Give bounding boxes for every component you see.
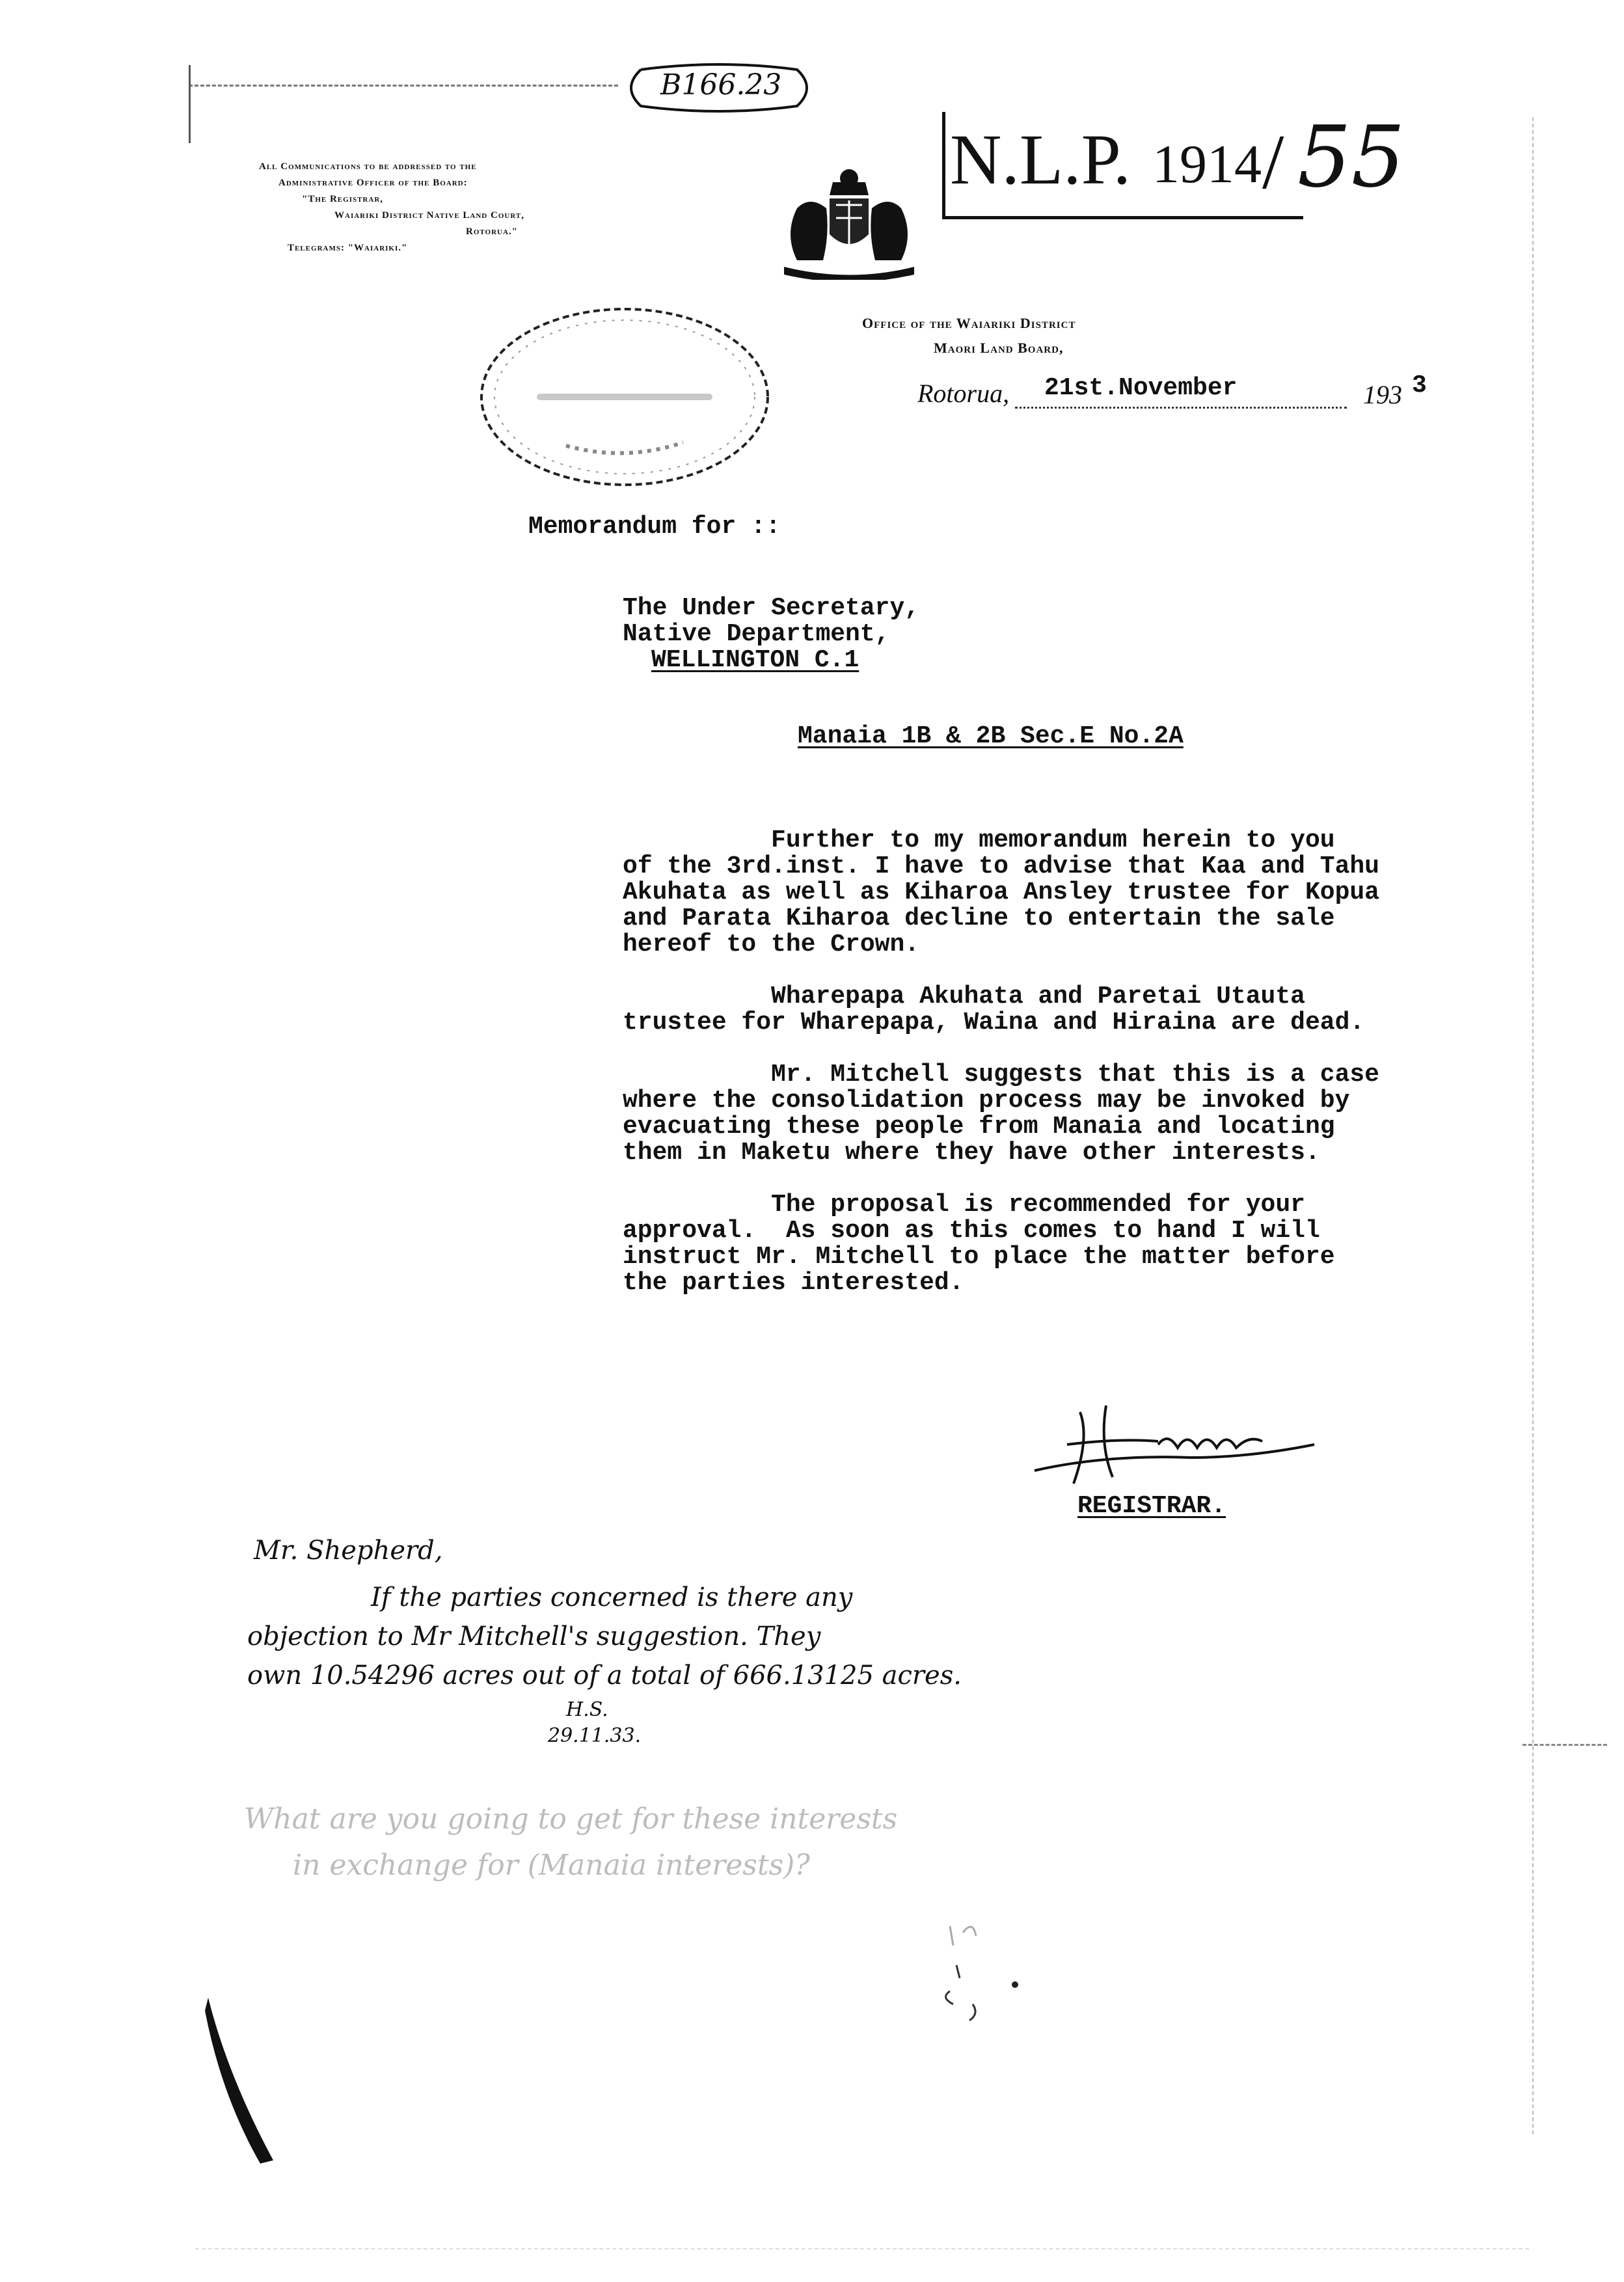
- paragraph-line: them in Maketu where they have other interests.: [623, 1139, 1320, 1167]
- paragraph-line: where the consolidation process may be invoked by: [623, 1087, 1350, 1115]
- top-rule: [189, 85, 618, 87]
- note-line: Mr. Shepherd,: [254, 1536, 443, 1566]
- letterhead-address: [259, 161, 636, 254]
- address-line: Administrative Officer of the Board:: [278, 178, 468, 188]
- telegrams-line: Telegrams: "Waiariki.": [288, 243, 408, 253]
- handwritten-note: [247, 1536, 1353, 1691]
- file-reference: [621, 62, 817, 114]
- paragraph-line: evacuating these people from Manaia and locating: [623, 1113, 1335, 1141]
- note-date: 29.11.33.: [548, 1724, 642, 1747]
- address-line: "The Registrar,: [302, 194, 384, 204]
- office-line-1: Office of the Waiariki District: [862, 315, 1076, 331]
- date-line: [917, 374, 1451, 413]
- paragraph-line: Wharepapa Akuhata and Paretai Utauta: [623, 983, 1305, 1011]
- paragraph-line: instruct Mr. Mitchell to place the matter before: [623, 1243, 1335, 1271]
- memo-heading: Memorandum for ::: [528, 513, 781, 541]
- signature-title: REGISTRAR.: [1077, 1492, 1226, 1520]
- subject-line: Manaia 1B & 2B Sec.E No.2A: [798, 722, 1184, 750]
- paragraph-line: Mr. Mitchell suggests that this is a case: [623, 1061, 1379, 1089]
- right-scan-edge: [1532, 117, 1534, 2134]
- pencil-marks: [937, 1907, 1028, 2024]
- nlp-slash: /: [1262, 118, 1284, 205]
- signature: [1028, 1392, 1327, 1497]
- pencil-line: What are you going to get for these interests: [244, 1802, 898, 1836]
- pencil-line: in exchange for (Manaia interests)?: [293, 1849, 810, 1882]
- pencil-note: [244, 1802, 1350, 1882]
- address-line: All Communications to be addressed to the: [259, 161, 477, 172]
- paragraph-line: of the 3rd.inst. I have to advise that Kaa and Tahu: [623, 852, 1379, 880]
- paragraph-line: The proposal is recommended for your: [623, 1191, 1305, 1219]
- file-reference-text: B166.23: [660, 68, 782, 102]
- paragraph: [623, 1192, 1379, 1296]
- note-initials: H.S.: [566, 1698, 608, 1721]
- right-scan-edge: [1522, 1744, 1607, 1746]
- paragraph-line: approval. As soon as this comes to hand I will: [623, 1217, 1320, 1245]
- note-line: own 10.54296 acres out of a total of 666.13125 acres.: [247, 1661, 962, 1691]
- paragraph: [623, 1062, 1379, 1166]
- nlp-stamp: [942, 112, 1306, 223]
- recipient-line: Native Department,: [623, 620, 890, 648]
- paragraph: [623, 984, 1379, 1036]
- nlp-number: 1914: [1152, 134, 1262, 195]
- paragraph-line: Akuhata as well as Kiharoa Ansley trustee for Kopua: [623, 878, 1379, 906]
- address-line: Rotorua.": [466, 226, 518, 237]
- date-day-month: 21st.November: [1044, 374, 1238, 402]
- nlp-suffix: 55: [1297, 107, 1405, 206]
- recipient-line: The Under Secretary,: [623, 594, 920, 622]
- bottom-scan-edge: [195, 2248, 1529, 2249]
- received-stamp: [475, 299, 774, 495]
- paragraph-line: hereof to the Crown.: [623, 930, 920, 958]
- paragraph-line: and Parata Kiharoa decline to entertain the sale: [623, 904, 1335, 932]
- nlp-code: N.L.P.: [950, 120, 1131, 199]
- note-line: If the parties concerned is there any: [371, 1582, 853, 1612]
- recipient-block: [623, 595, 919, 673]
- paragraph: [623, 828, 1379, 958]
- memo-body: [623, 828, 1379, 1296]
- date-year-prefix: 193: [1363, 380, 1402, 409]
- address-line: Waiariki District Native Land Court,: [334, 210, 524, 221]
- date-dotted-rule: [1015, 407, 1347, 409]
- paragraph-line: the parties interested.: [623, 1269, 964, 1297]
- coat-of-arms-icon: [771, 163, 927, 280]
- recipient-city: WELLINGTON C.1: [651, 646, 859, 674]
- date-place: Rotorua,: [917, 379, 1010, 408]
- left-margin-mark: [189, 65, 191, 143]
- date-year-suffix: 3: [1412, 372, 1427, 400]
- scan-shadow: [202, 1998, 280, 2167]
- paragraph-line: Further to my memorandum herein to you: [623, 826, 1335, 854]
- paragraph-line: trustee for Wharepapa, Waina and Hiraina are dead.: [623, 1009, 1365, 1037]
- office-line-2: Maori Land Board,: [934, 340, 1064, 356]
- note-line: objection to Mr Mitchell's suggestion. They: [247, 1622, 821, 1651]
